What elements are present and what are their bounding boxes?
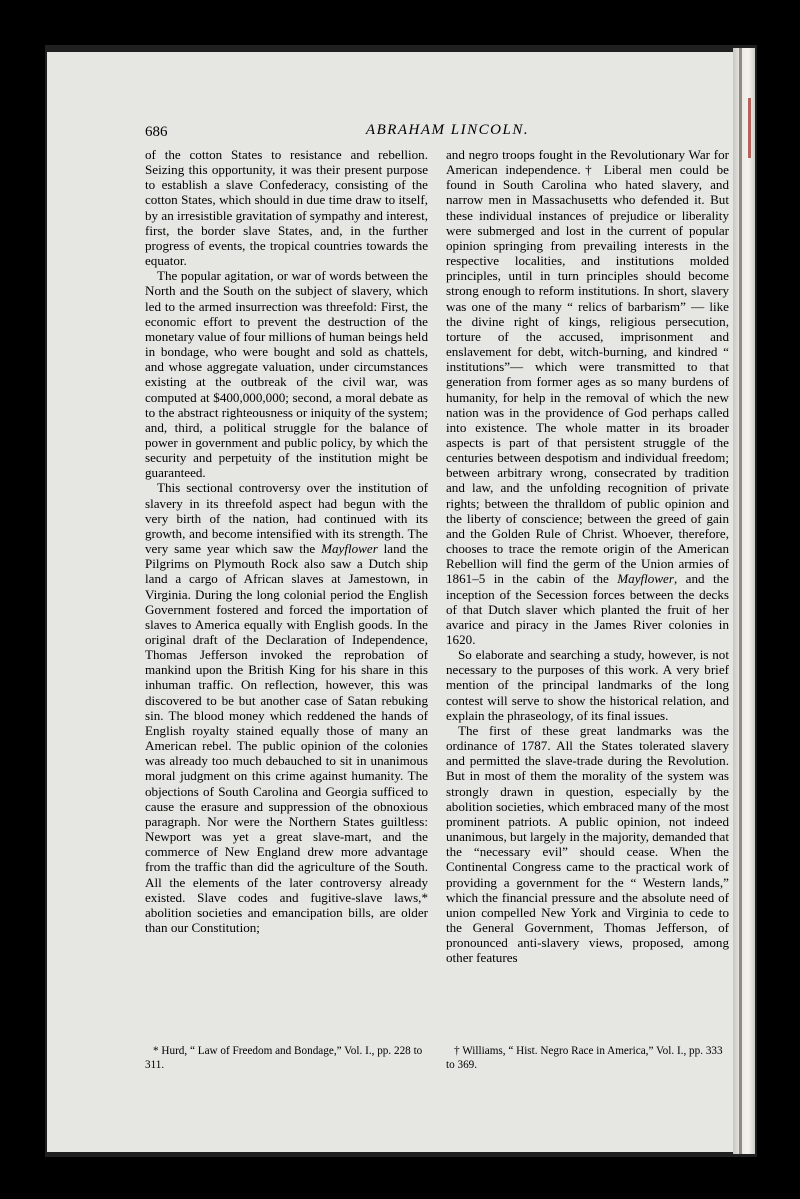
page-edge-mark xyxy=(748,98,751,158)
page-edge xyxy=(733,48,755,1154)
paragraph: of the cotton States to resistance and rebellion. Seizing this opportunity, it was their present purpose to establish a slave Confederacy, consisting of the cotton States, which should in due time draw to itself, by an irresistible gravitation of sympathy and interest, first, the border slave States, and, in the further progress of events, the tropical countries towards the equator. xyxy=(145,147,428,269)
footnote: † Williams, “ Hist. Negro Race in America,” Vol. I., pp. 333 to 369. xyxy=(446,1045,723,1071)
paragraph: The first of these great landmarks was the ordinance of 1787. All the States tolerated slavery and permitted the slave-trade during the Revolution. But in most of them the morality of the system was strongly drawn in question, especially by the abolition societies, which embraced many of the most prominent patriots. A public opinion, not indeed unanimous, but largely in the majority, demanded that the “necessary evil” should cease. When the Continental Congress came to the practical work of providing a government for the “ Western lands,” which the financial pressure and the absolute need of union compelled New York and Virginia to cede to the General Government, Thomas Jefferson, of pronounced anti-slavery views, proposed, among other features xyxy=(446,722,729,966)
paragraph: The popular agitation, or war of words between the North and the South on the subject of slavery, which led to the armed insurrection was threefold: First, the economic effort to prevent the destruction of the monetary value of four millions of human beings held in bondage, who were bought and sold as chattels, and whose aggregate valuation, under circumstances existing at the outbreak of the civil war, was computed at $400,000,000; second, a moral debate as to the abstract righteousness or iniquity of the system; and, third, a political struggle for the balance of power in government and public policy, by which the security and perpetuity of the institution might be guaranteed. xyxy=(145,268,428,481)
right-column xyxy=(446,147,729,965)
text-run: and negro troops fought in the Revolutionary War for American independence.† Liberal men could be found in South Carolina who hated slavery, and narrow men in Massachusetts who defended it. But these individual instances of prejudice or liberality were submerged and lost in the current of popular opinion springing from prevailing interests in the respective localities, and institutions molded principles, until in turn principles should become strong enough to reform institutions. In short, slavery was one of the many “ relics of barbarism” — like the divine right of kings, religious persecution, torture of the accused, imprisonment and enslavement for debt, witch-burning, and kindred “ institutions”— which were transmitted to that generation from former ages as so many burdens of humanity, for help in the removal of which the new nation was in the providence of God perhaps called into existence. The whole matter in its broader aspects is part of that persistent struggle of the centuries between despotism and individual freedom; between arbitrary wrong, consecrated by tradition and law, and the unfolding recognition of private rights; between the thralldom of public opinion and the liberty of conscience; between the greed of gain and the Golden Rule of Christ. Whoever, therefore, chooses to trace the remote origin of the American Rebellion will find the germ of the Union armies of 1861–5 in the cabin of the xyxy=(446,147,729,587)
ship-name: Mayflower xyxy=(321,541,378,557)
text-run: , and the inception of the Secession forces between the decks of that Dutch slaver which planted the fruit of her avarice and piracy in the James River colonies in 1620. xyxy=(446,571,729,647)
text-run: land the Pilgrims on Plymouth Rock also saw a Dutch ship land a cargo of African slaves at Jamestown, in Virginia. During the long colonial period the English Government fostered and forced the importation of slaves to America equally with English goods. In the original draft of the Declaration of Independence, Thomas Jefferson invoked the reprobation of mankind upon the British King for his share in this inhuman traffic. On reflection, however, this was discovered to be but another case of Satan rebuking sin. The blood money which reddened the hands of English royalty stained equally those of many an American rebel. The public opinion of the colonies was already too much debauched to sit in unanimous moral judgment on this crime against humanity. The objections of South Carolina and Georgia sufficed to cause the erasure and suppression of the obnoxious paragraph. Nor were the Northern States guiltless: Newport was yet a great slave-mart, and the commerce of New England drew more advantage from the traffic than did the agriculture of the South. All the elements of the later controversy already existed. Slave codes and fugitive-slave laws,* abolition societies and emancipation bills, are older than our Constitution; xyxy=(145,541,429,935)
left-column xyxy=(145,147,428,935)
paragraph xyxy=(446,147,729,647)
running-head: ABRAHAM LINCOLN. xyxy=(365,122,530,138)
page-header xyxy=(145,122,730,144)
page-edge-shadow xyxy=(739,48,742,1154)
ship-name: Mayflower xyxy=(617,571,674,587)
paragraph xyxy=(145,480,428,935)
text-run: This sectional controversy over the institution of slavery in its threefold aspect had begun with the very birth of the nation, had continued with its growth, and become intensified with its strength. The very same year which saw the xyxy=(145,480,428,557)
footnote: * Hurd, “ Law of Freedom and Bondage,” Vol. I., pp. 228 to 311. xyxy=(145,1045,423,1071)
paragraph: So elaborate and searching a study, however, is not necessary to the purposes of this work. A very brief mention of the principal landmarks of the long contest will serve to show the historical relation, and explain the phraseology, of its final issues. xyxy=(446,647,729,723)
page-number: 686 xyxy=(145,124,168,140)
